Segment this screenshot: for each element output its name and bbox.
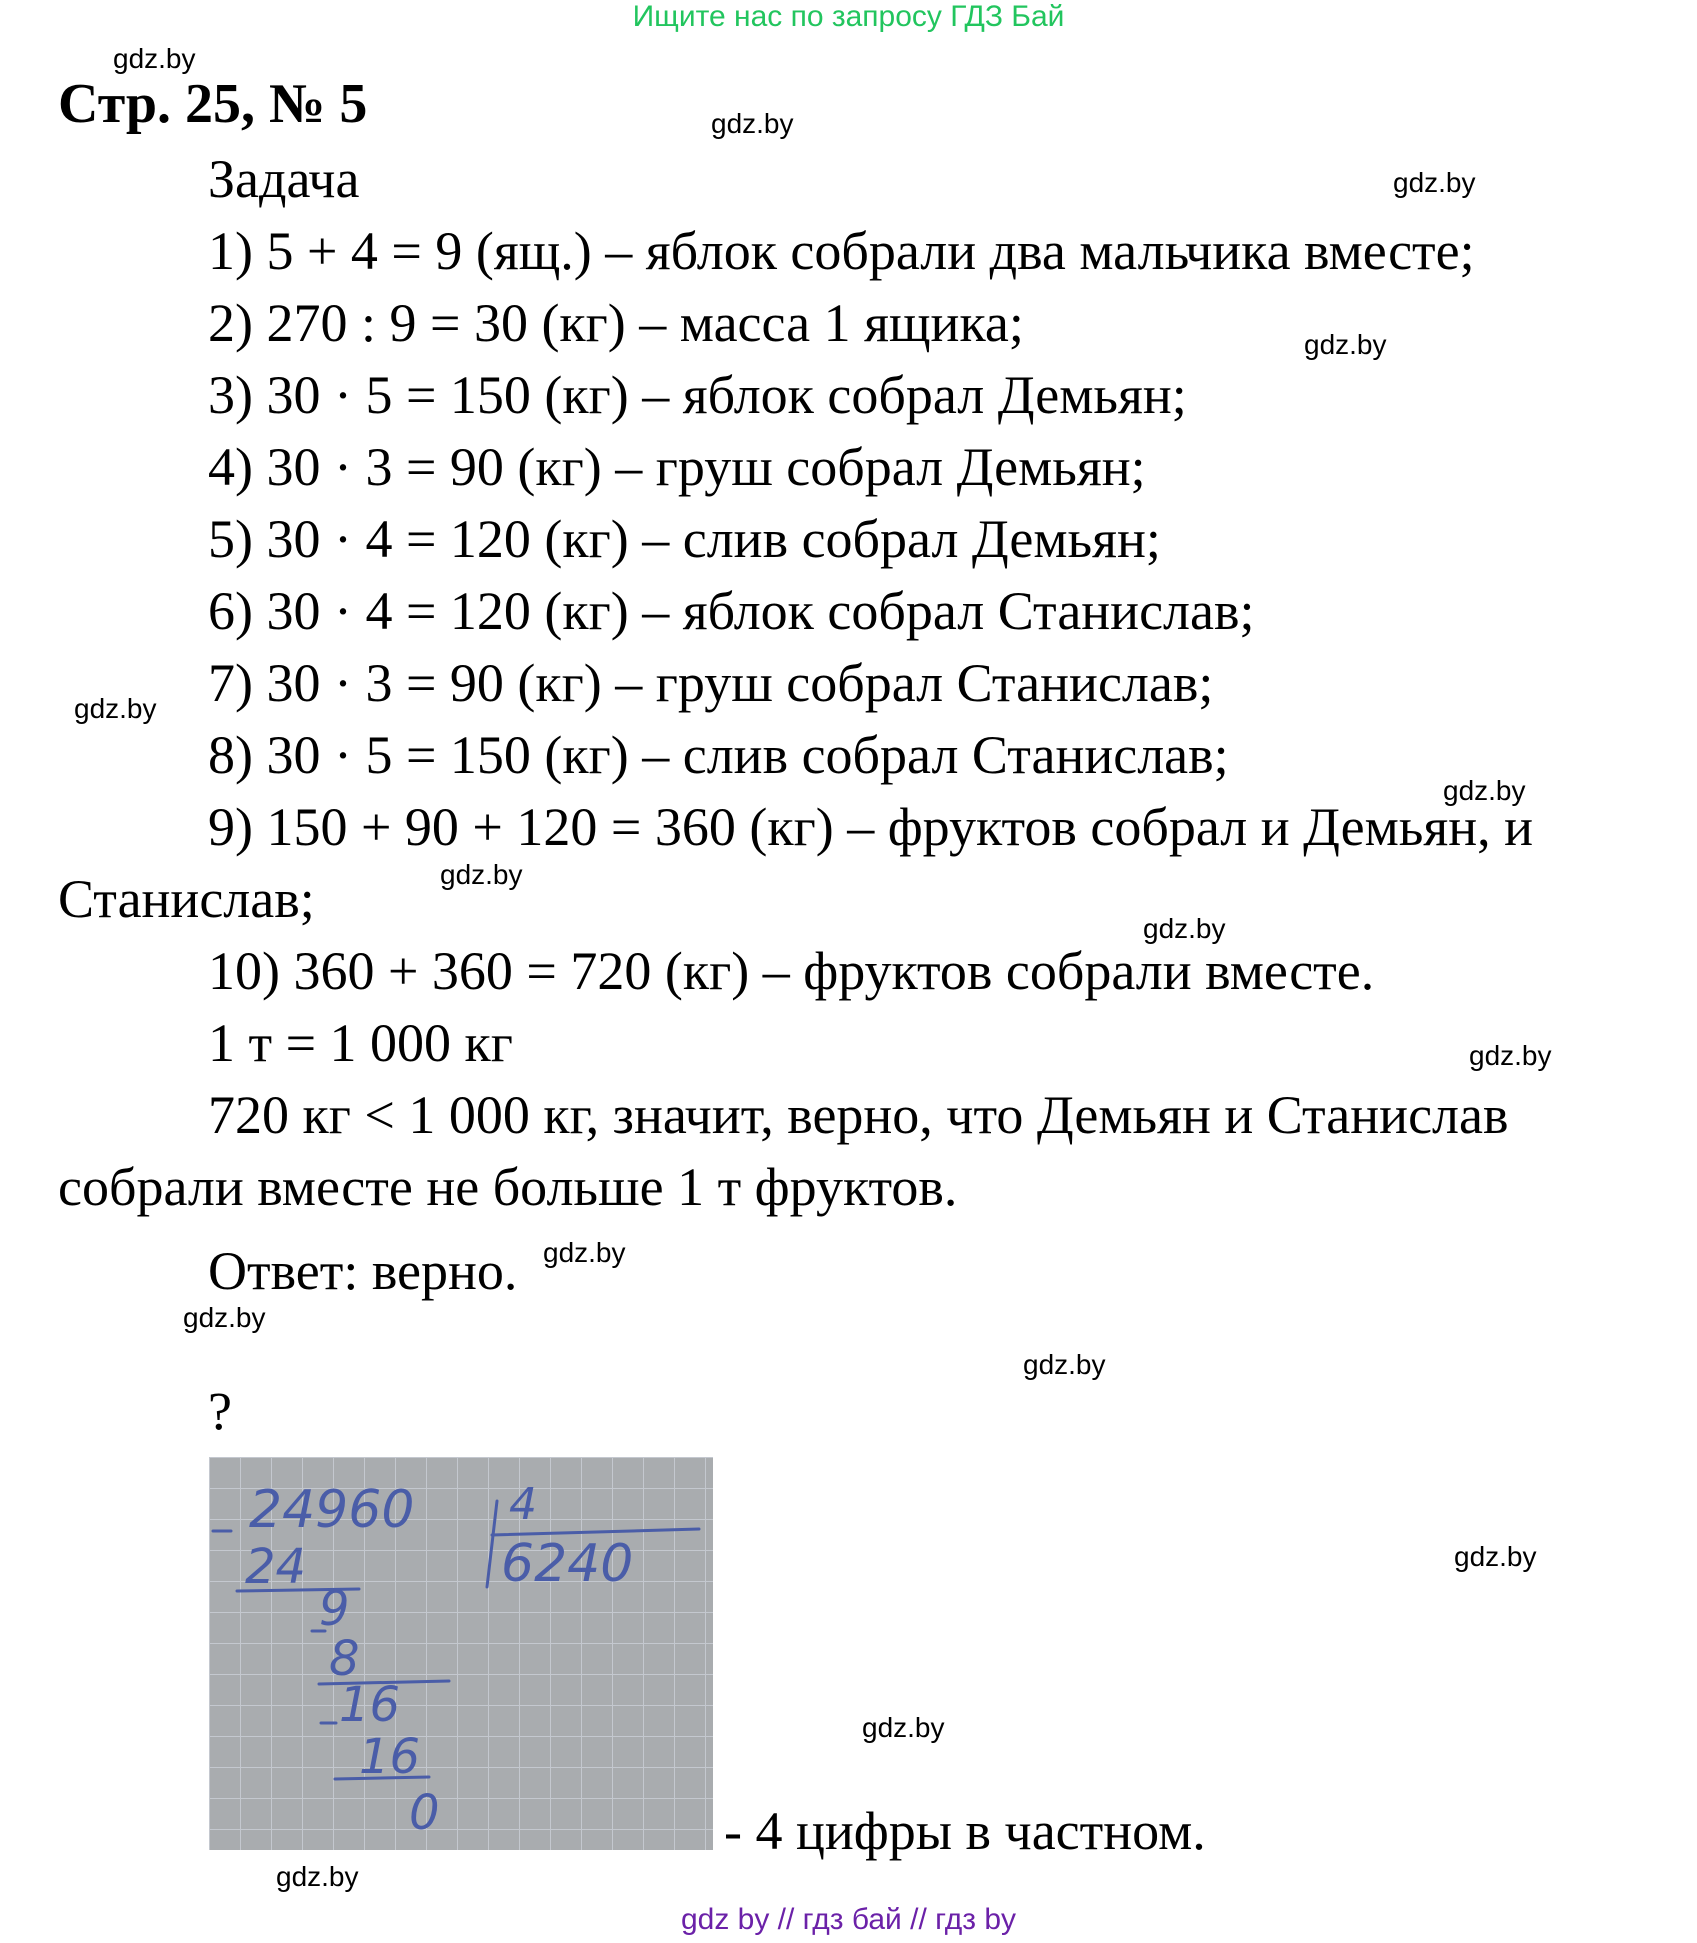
task-label: Задача [208, 149, 360, 209]
watermark: gdz.by [113, 43, 196, 74]
quotient: 6240 [501, 1534, 634, 1594]
watermark: gdz.by [440, 859, 523, 890]
page-title: Стр. 25, № 5 [58, 73, 368, 135]
watermark: gdz.by [1023, 1349, 1106, 1380]
watermark: gdz.by [183, 1302, 266, 1333]
solution-step: 8) 30 · 5 = 150 (кг) – слив собрал Станислав; [208, 725, 1229, 785]
solution-step: 6) 30 · 4 = 120 (кг) – яблок собрал Станислав; [208, 581, 1255, 641]
watermark: gdz.by [1143, 913, 1226, 944]
subtrahend: 8 [329, 1631, 360, 1687]
conclusion-continued: собрали вместе не больше 1 т фруктов. [58, 1157, 958, 1217]
watermark: gdz.by [74, 693, 157, 724]
watermark: gdz.by [1304, 329, 1387, 360]
top-banner: Ищите нас по запросу ГДЗ Бай [632, 0, 1065, 33]
solution-step: 3) 30 · 5 = 150 (кг) – яблок собрал Демьян; [208, 365, 1187, 425]
solution-step: 4) 30 · 3 = 90 (кг) – груш собрал Демьян; [208, 437, 1146, 497]
solution-step: 2) 270 : 9 = 30 (кг) – масса 1 ящика; [208, 293, 1024, 353]
conclusion: 720 кг < 1 000 кг, значит, верно, что Демьян и Станислав [208, 1085, 1509, 1145]
watermark: gdz.by [1454, 1541, 1537, 1572]
solution-step: 7) 30 · 3 = 90 (кг) – груш собрал Станислав; [208, 653, 1214, 713]
watermark: gdz.by [1443, 775, 1526, 806]
remainder: 0 [409, 1785, 440, 1841]
watermark: gdz.by [543, 1237, 626, 1268]
question-mark: ? [208, 1381, 232, 1441]
unit-conversion: 1 т = 1 000 кг [208, 1013, 513, 1073]
remainder: 9 [319, 1581, 350, 1637]
watermark: gdz.by [862, 1712, 945, 1743]
watermark: gdz.by [276, 1861, 359, 1892]
watermark: gdz.by [1393, 167, 1476, 198]
subtrahend: 16 [359, 1729, 421, 1785]
dividend: 24960 [249, 1480, 415, 1540]
answer: Ответ: верно. [208, 1241, 518, 1301]
solution-step: 5) 30 · 4 = 120 (кг) – слив собрал Демьян; [208, 509, 1161, 569]
solution-step-continued: Станислав; [58, 869, 315, 929]
subtrahend: 24 [245, 1539, 307, 1595]
solution-step: 10) 360 + 360 = 720 (кг) – фруктов собрали вместе. [208, 941, 1375, 1001]
solution-step: 1) 5 + 4 = 9 (ящ.) – яблок собрали два мальчика вместе; [208, 221, 1475, 281]
watermark: gdz.by [711, 108, 794, 139]
watermark: gdz.by [1469, 1040, 1552, 1071]
remainder: 16 [339, 1677, 401, 1733]
divisor: 4 [509, 1479, 537, 1530]
footer-links: gdz by // гдз бай // гдз by [680, 1903, 1017, 1936]
solution-step: 9) 150 + 90 + 120 = 360 (кг) – фруктов собрал и Демьян, и [208, 797, 1534, 857]
long-division-photo [209, 1457, 713, 1850]
photo-caption: - 4 цифры в частном. [724, 1801, 1206, 1861]
